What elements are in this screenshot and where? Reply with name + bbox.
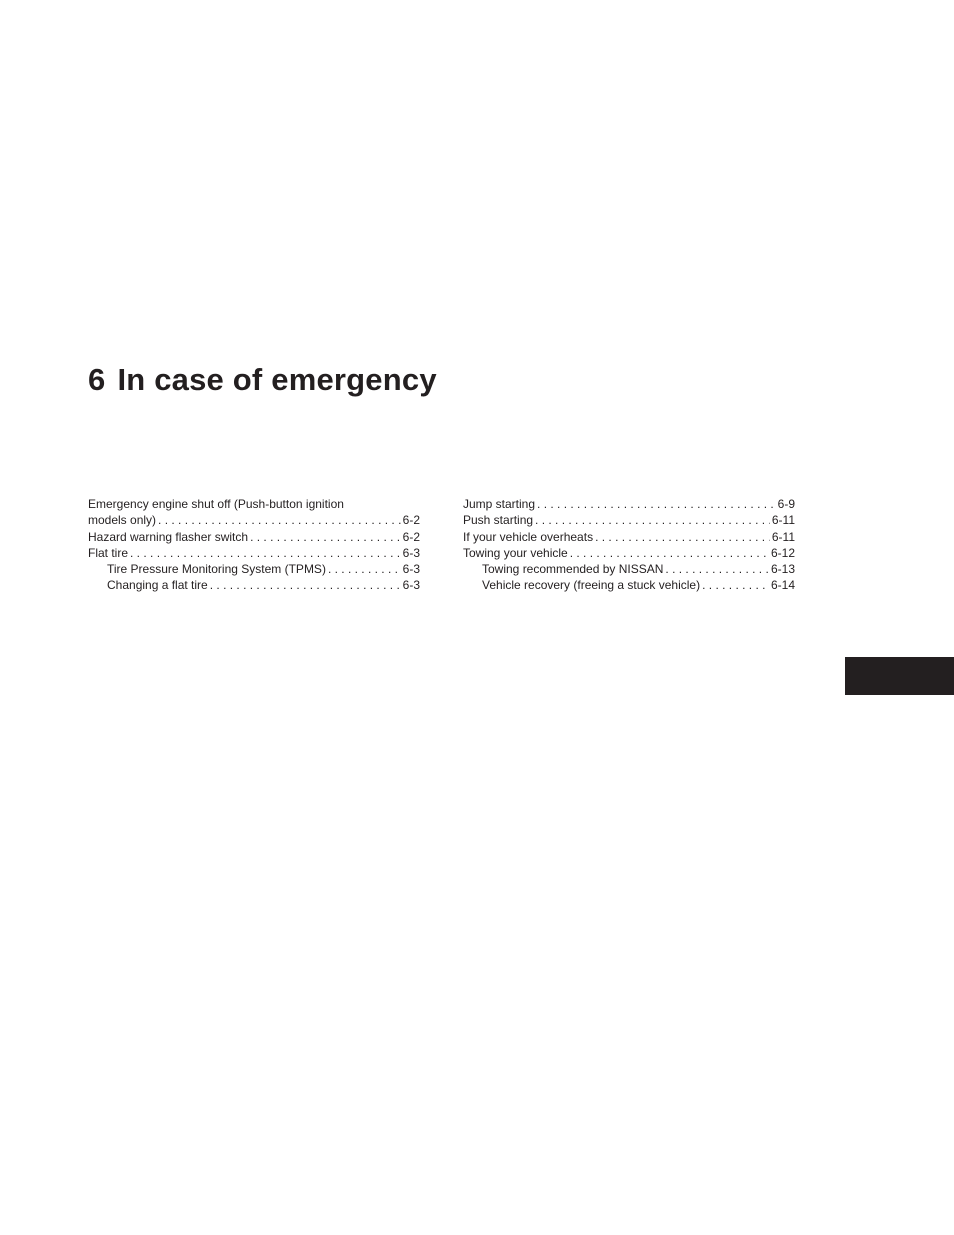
toc-entry-page: 6-2: [402, 529, 420, 544]
toc-entry-emergency-shutoff[interactable]: [88, 512, 420, 528]
toc-entry-push-starting[interactable]: [463, 512, 795, 528]
dot-leader: [535, 512, 770, 528]
chapter-number: 6: [88, 362, 106, 397]
dot-leader: [665, 561, 769, 577]
toc-entry-label: Vehicle recovery (freeing a stuck vehicle): [482, 578, 701, 593]
toc-entry-tpms[interactable]: [88, 561, 420, 577]
chapter-side-tab: [845, 657, 954, 695]
toc-left-column: [88, 496, 420, 594]
dot-leader: [702, 577, 769, 593]
toc-entry-page: 6-3: [402, 578, 420, 593]
toc-entry-label: Flat tire: [88, 545, 129, 560]
toc-entry-page: 6-11: [771, 529, 795, 544]
toc-entry-vehicle-recovery[interactable]: [463, 577, 795, 593]
toc-entry-page: 6-2: [402, 513, 420, 528]
dot-leader: [537, 496, 776, 512]
toc-entry-hazard-flasher[interactable]: [88, 529, 420, 545]
toc-entry-page: 6-9: [777, 497, 795, 511]
dot-leader: [130, 545, 401, 561]
toc-entry-page: 6-3: [402, 562, 420, 577]
toc-entry-page: 6-13: [770, 562, 795, 577]
toc-entry-towing-recommended[interactable]: [463, 561, 795, 577]
toc-entry-changing-flat-tire[interactable]: [88, 577, 420, 593]
toc-entry-flat-tire[interactable]: [88, 545, 420, 561]
dot-leader: [595, 529, 770, 545]
toc-entry-label: If your vehicle overheats: [463, 529, 594, 544]
toc-entry-page: 6-11: [771, 513, 795, 528]
toc-entry-page: 6-14: [770, 578, 795, 593]
toc-entry-towing-vehicle[interactable]: [463, 545, 795, 561]
chapter-title: [88, 358, 437, 402]
toc-right-column: [463, 496, 795, 594]
toc-entry-label: models only): [88, 513, 157, 528]
toc-entry-label: Tire Pressure Monitoring System (TPMS): [107, 562, 326, 577]
toc-entry-overheats[interactable]: [463, 529, 795, 545]
toc-entry-label: Hazard warning flasher switch: [88, 529, 249, 544]
dot-leader: [570, 545, 769, 561]
dot-leader: [250, 529, 401, 545]
toc-entry-label: Changing a flat tire: [107, 578, 208, 593]
toc-entry-label: Jump starting: [463, 497, 536, 511]
toc-entry-label: Push starting: [463, 513, 534, 528]
dot-leader: [328, 561, 401, 577]
toc-entry-label: Towing recommended by NISSAN: [482, 562, 664, 577]
toc-entry-page: 6-3: [402, 545, 420, 560]
toc-entry-emergency-shutoff-line1[interactable]: Emergency engine shut off (Push-button ignition: [88, 497, 344, 511]
dot-leader: [210, 577, 401, 593]
chapter-title-text: In case of emergency: [117, 362, 437, 397]
toc-entry-label: Towing your vehicle: [463, 545, 568, 560]
toc-entry-jump-starting[interactable]: [463, 496, 795, 512]
dot-leader: [158, 512, 401, 528]
toc-entry-page: 6-12: [770, 545, 795, 560]
